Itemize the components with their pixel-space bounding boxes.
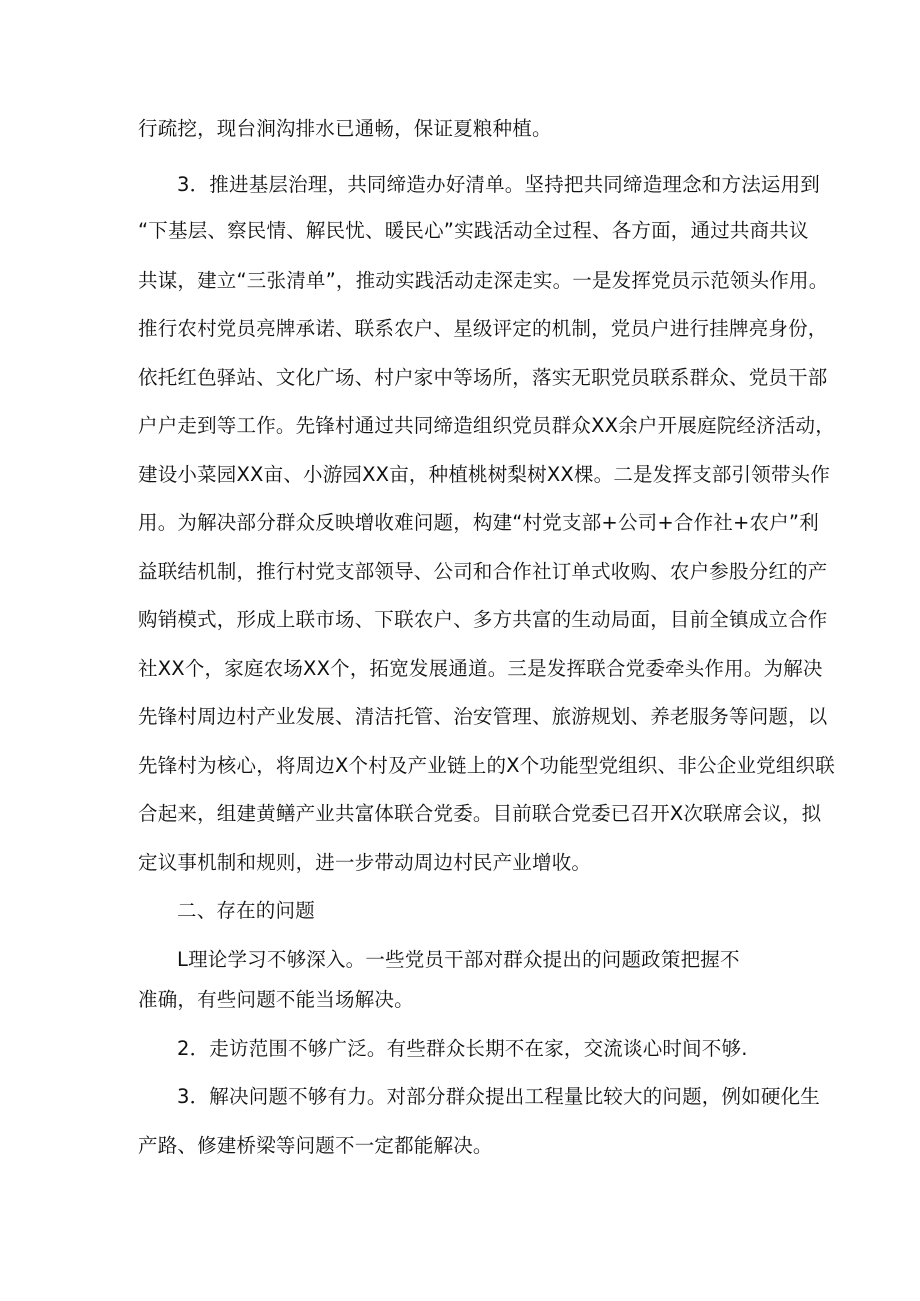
text-line: 行疏挖，现台涧沟排水已通畅，保证夏粮种植。 — [138, 117, 552, 140]
text-line: 合起来，组建黄鳝产业共富体联合党委。目前联合党委已召开X次联席会议，拟 — [138, 802, 822, 825]
text-line: 共谋，建立“三张清单”，推动实践活动走深走实。一是发挥党员示范领头作用。 — [138, 269, 829, 292]
text-line: 准确，有些问题不能当场解决。 — [138, 988, 414, 1011]
text-line: 依托红色驿站、文化广场、村户家中等场所，落实无职党员联系群众、党员干部 — [138, 366, 828, 389]
list-item: L理论学习不够深入。一些党员干部对群众提出的问题政策把握不 — [177, 948, 740, 971]
text-line: 社XX个，家庭农场XX个，拓宽发展通道。三是发挥联合党委牵头作用。为解决 — [138, 657, 823, 680]
text-line: “下基层、察民情、解民忧、暖民心”实践活动全过程、各方面，通过共商共议 — [138, 219, 809, 242]
text-line: 益联结机制，推行村党支部领导、公司和合作社订单式收购、农户参股分红的产 — [138, 560, 828, 583]
section-heading: 3．推进基层治理，共同缔造办好清单。坚持把共同缔造理念和方法运用到 — [177, 173, 821, 196]
text-line: 先锋村为核心，将周边X个村及产业链上的X个功能型党组织、非公企业党组织联 — [138, 754, 835, 777]
list-item: 2．走访范围不够广泛。有些群众长期不在家，交流谈心时间不够. — [177, 1037, 748, 1060]
text-line: 定议事机制和规则，进一步带动周边村民产业增收。 — [138, 851, 592, 874]
text-line: 用。为解决部分群众反映增收难问题，构建“村党支部+公司+合作社+农户”利 — [138, 511, 819, 534]
text-line: 先锋村周边村产业发展、清洁托管、治安管理、旅游规划、养老服务等问题，以 — [138, 705, 828, 728]
text-line: 产路、修建桥梁等问题不一定都能解决。 — [138, 1134, 493, 1157]
text-line: 户户走到等工作。先锋村通过共同缔造组织党员群众XX余户开展庭院经济活动， — [138, 414, 835, 437]
text-line: 推行农村党员亮牌承诺、联系农户、星级评定的机制，党员户进行挂牌亮身份， — [138, 317, 828, 340]
section-heading: 二、存在的问题 — [177, 899, 315, 922]
text-line: 购销模式，形成上联市场、下联农户、多方共富的生动局面，目前全镇成立合作 — [138, 608, 828, 631]
text-line: 建设小菜园XX亩、小游园XX亩，种植桃树梨树XX棵。二是发挥支部引领带头作 — [138, 463, 831, 486]
list-item: 3．解决问题不够有力。对部分群众提出工程量比较大的问题，例如硬化生 — [177, 1085, 821, 1108]
